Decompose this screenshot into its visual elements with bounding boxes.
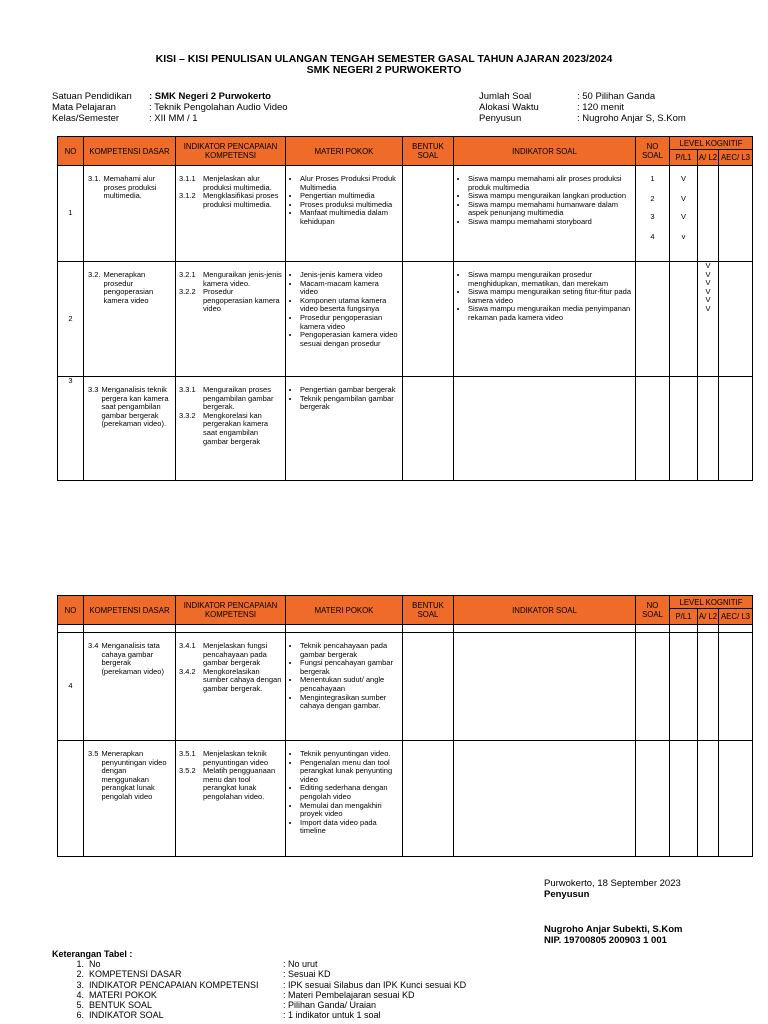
materi-item: • Menentukan sudut/ angle pencahayaan: [300, 676, 398, 693]
materi-item: • Fungsi pencahayan gambar bergerak: [300, 659, 398, 676]
materi-item: • Teknik pencahayaan pada gambar bergerak: [300, 642, 398, 659]
ipk-text: Mengkorelasikan sumber cahaya dengan gambar bergerak.: [203, 666, 282, 693]
materi-item: • Mengintegrasikan sumber cahaya dengan gambar.: [300, 694, 398, 711]
list-item: [52, 1010, 466, 1020]
empty-cell: [454, 625, 636, 633]
empty-cell: [286, 625, 403, 633]
info-left: [52, 91, 288, 124]
ipk-text: Menjelaskan alur produksi multimedia.: [203, 174, 272, 192]
level-check: V: [705, 303, 711, 313]
materi-item: • Komponen utama kamera video beserta fungsinya: [300, 297, 398, 314]
item-value: : IPK sesuai Silabus dan IPK Kunci sesuai KD: [283, 979, 467, 990]
materi-item: • Prosedur pengoperasian kamera video: [300, 314, 398, 331]
item-value: : 1 indikator untuk 1 soal: [283, 1010, 381, 1021]
kisi-table-1: [57, 136, 753, 481]
item-key: KOMPETENSI DASAR: [89, 969, 182, 980]
materi-item: • Macam-macam kamera video: [300, 280, 398, 297]
kd-text: Menganalisis tata cahaya gambar bergerak (perekaman video): [101, 641, 164, 676]
indikator-soal-cell: [454, 377, 636, 481]
keterangan-block: [52, 949, 466, 1020]
item-num: 4.: [76, 989, 84, 1000]
signature-nip: NIP. 19700805 200903 1 001: [544, 935, 667, 946]
item-key: No: [89, 959, 101, 970]
level-check: v: [681, 232, 686, 241]
indikator-soal-item: • Siswa mampu memahami storyboard: [468, 218, 631, 227]
list-item: [52, 969, 466, 979]
header-no-soal: NO SOAL: [636, 137, 670, 166]
ipk-text: Mengkorelasi kan pergerakan kamera saat engambilan gambar bergerak: [203, 410, 269, 446]
row-no: [58, 741, 84, 857]
l1-cell: [670, 633, 698, 741]
level-check: V: [705, 261, 711, 270]
table-row: [58, 262, 753, 377]
empty-cell: [403, 625, 454, 633]
signature-block: [544, 878, 682, 946]
header-bentuk: BENTUK SOAL: [403, 596, 454, 625]
materi-item: • Jenis-jenis kamera video: [300, 271, 398, 280]
ipk-cell: [176, 166, 286, 262]
level-check: V: [705, 278, 711, 287]
materi-item: • Import data video pada timeline: [300, 819, 398, 836]
l1-cell: [670, 377, 698, 481]
kd-num: 3.1.: [88, 174, 101, 183]
row-no: 3: [58, 377, 84, 481]
kd-cell: [84, 633, 176, 741]
materi-item: • Teknik penyuntingan video.: [300, 750, 398, 759]
ipk-num: 3.3.1: [179, 385, 196, 394]
l3-cell: [719, 633, 753, 741]
item-key: INDIKATOR PENCAPAIAN KOMPETENSI: [89, 979, 259, 990]
signature-name: Nugroho Anjar Subekti, S.Kom: [544, 924, 683, 935]
list-item: [52, 980, 466, 990]
l1-cell: [670, 262, 698, 377]
kd-cell: [84, 262, 176, 377]
header-indikator-soal: INDIKATOR SOAL: [454, 137, 636, 166]
header-no: NO: [58, 596, 84, 625]
no-soal-cell: [636, 166, 670, 262]
place-date: Purwokerto, 18 September 2023: [544, 878, 681, 889]
ipk-num: 3.4.1: [179, 641, 196, 650]
bentuk-cell: [403, 633, 454, 741]
header-indikator-soal: INDIKATOR SOAL: [454, 596, 636, 625]
item-num: 3.: [76, 979, 84, 990]
kelas-value: : XII MM / 1: [149, 113, 198, 124]
l2-cell: [698, 633, 719, 741]
l1-cell: [670, 741, 698, 857]
ipk-cell: [176, 741, 286, 857]
indikator-soal-item: • Siswa mampu menguraikan prosedur menghidupkan, mematikan, dan merekam: [468, 271, 631, 288]
materi-item: • Pengenalan menu dan tool perangkat lunak penyunting video: [300, 759, 398, 785]
row-no: 4: [58, 633, 84, 741]
level-check: V: [705, 295, 711, 304]
header-l3: AEC/ L3: [719, 609, 753, 625]
signature-role: Penyusun: [544, 889, 590, 900]
no-soal-value: 4: [650, 232, 655, 241]
materi-item: • Teknik pengambilan gambar bergerak: [300, 395, 398, 412]
header-l2: A/ L2: [698, 609, 719, 625]
no-soal-cell: [636, 741, 670, 857]
item-key: BENTUK SOAL: [89, 1000, 153, 1011]
no-soal-value: 3: [650, 212, 655, 221]
l3-cell: [719, 262, 753, 377]
materi-item: • Editing sederhana dengan pengolah video: [300, 784, 398, 801]
l2-cell: [698, 377, 719, 481]
materi-item: • Pengoperasian kamera video sesuai dengan prosedur: [300, 331, 398, 348]
empty-cell: [58, 625, 84, 633]
materi-cell: [286, 633, 403, 741]
indikator-soal-item: • Siswa mampu menguraikan seting fitur-fitur pada kamera video: [468, 288, 631, 305]
item-num: 6.: [76, 1010, 84, 1021]
l3-cell: [719, 377, 753, 481]
l1-cell: [670, 166, 698, 262]
kd-num: 3.2.: [88, 270, 101, 279]
jumlah-label: Jumlah Soal: [479, 91, 532, 102]
table-row: [58, 166, 753, 262]
item-value: : Pilihan Ganda/ Uraian: [283, 1000, 377, 1011]
materi-item: • Pengertian gambar bergerak: [300, 386, 398, 395]
no-soal-cell: [636, 633, 670, 741]
indikator-soal-cell: [454, 633, 636, 741]
bentuk-cell: [403, 166, 454, 262]
kd-num: 3.5: [88, 749, 99, 758]
item-key: MATERI POKOK: [89, 989, 157, 1000]
ipk-num: 3.5.1: [179, 749, 196, 758]
header-level: LEVEL KOGNITIF: [670, 596, 753, 609]
table-row: [58, 741, 753, 857]
level-check: V: [680, 194, 686, 203]
header-l2: A/ L2: [698, 150, 719, 166]
indikator-soal-cell: [454, 262, 636, 377]
materi-cell: [286, 262, 403, 377]
ipk-text: Melatih pengguanaan menu dan tool perangkat lunak pengolahan video.: [203, 766, 276, 801]
no-soal-value: 1: [650, 174, 655, 183]
info-right: [479, 91, 686, 124]
item-key: INDIKATOR SOAL: [89, 1010, 164, 1021]
materi-item: • Manfaat multimedia dalam kehidupan: [300, 209, 398, 226]
kd-cell: [84, 741, 176, 857]
kd-num: 3.3: [88, 385, 99, 394]
ipk-num: 3.3.2: [179, 410, 196, 420]
keterangan-title: Keterangan Tabel :: [52, 949, 133, 959]
bentuk-cell: [403, 741, 454, 857]
kd-text: Menganalisis teknik pergera kan kamera saat pengambilan gambar bergerak (perekaman video).: [101, 385, 169, 429]
kd-cell: [84, 166, 176, 262]
header-l3: AEC/ L3: [719, 150, 753, 166]
indikator-soal-item: • Siswa mampu menguraikan langkan production: [468, 192, 631, 201]
satuan-label: Satuan Pendidikan: [52, 91, 132, 102]
item-num: 5.: [76, 1000, 84, 1011]
ipk-cell: [176, 633, 286, 741]
empty-cell: [84, 625, 176, 633]
ipk-text: Prosedur pengoperasian kamera video: [203, 287, 280, 314]
ipk-text: Menguraikan jenis-jenis kamera video.: [203, 270, 282, 288]
kd-text: Menerapkan prosedur pengoperasian kamera video: [103, 270, 154, 305]
empty-cell: [698, 625, 719, 633]
no-soal-value: 2: [650, 194, 655, 203]
no-soal-cell: [636, 262, 670, 377]
empty-cell: [719, 625, 753, 633]
header-materi: MATERI POKOK: [286, 596, 403, 625]
level-check: V: [705, 269, 711, 279]
materi-item: • Proses produksi multimedia: [300, 201, 398, 210]
kd-text: Memahami alur proses produksi multimedia.: [103, 174, 157, 201]
ipk-num: 3.4.2: [179, 666, 196, 676]
level-check: V: [705, 286, 711, 296]
row-no: 1: [58, 166, 84, 262]
ipk-text: Mengklasifikasi proses produksi multimedia.: [203, 191, 279, 209]
list-item: [52, 959, 466, 969]
empty-cell: [636, 625, 670, 633]
list-item: [52, 990, 466, 1000]
materi-cell: [286, 166, 403, 262]
bentuk-cell: [403, 377, 454, 481]
school-title: SMK NEGERI 2 PURWOKERTO: [306, 64, 462, 76]
no-soal-cell: [636, 377, 670, 481]
ipk-num: 3.5.2: [179, 766, 196, 776]
item-num: 1.: [76, 959, 84, 970]
item-value: : Materi Pembelajaran sesuai KD: [283, 989, 415, 1000]
jumlah-value: : 50 Pilihan Ganda: [577, 91, 656, 102]
materi-cell: [286, 741, 403, 857]
row-no: 2: [58, 262, 84, 377]
item-value: : Sesuai KD: [283, 969, 331, 980]
header-kd: KOMPETENSI DASAR: [84, 596, 176, 625]
mapel-value: : Teknik Pengolahan Audio Video: [149, 102, 288, 113]
item-value: : No urut: [283, 959, 318, 970]
indikator-soal-item: • Siswa mampu memahami humanware dalam aspek penunjang multimedia: [468, 201, 631, 218]
ipk-cell: [176, 377, 286, 481]
table-row: [58, 625, 753, 633]
table-row: [58, 377, 753, 481]
indikator-soal-item: • Siswa mampu memahami alir proses produksi produk multimedia: [468, 175, 631, 192]
mapel-label: Mata Pelajaran: [52, 102, 116, 113]
level-check: V: [680, 174, 686, 183]
indikator-soal-item: • Siswa mampu menguraikan media penyimpanan rekaman pada kamera video: [468, 305, 631, 322]
item-num: 2.: [76, 969, 84, 980]
satuan-value: : SMK Negeri 2 Purwokerto: [149, 91, 271, 102]
header-kd: KOMPETENSI DASAR: [84, 137, 176, 166]
ipk-num: 3.1.2: [179, 191, 196, 201]
materi-item: • Alur Proses Produksi Produk Multimedia: [300, 175, 398, 192]
ipk-text: Menjelaskan teknik penyuntingan video: [203, 749, 269, 767]
table-row: [58, 633, 753, 741]
ipk-text: Menjelaskan fungsi pencahayaan pada gambar bergerak: [203, 641, 268, 668]
header-no: NO: [58, 137, 84, 166]
document-title: KISI – KISI PENULISAN ULANGAN TENGAH SEMESTER GASAL TAHUN AJARAN 2023/2024: [155, 53, 613, 65]
list-item: [52, 1000, 466, 1010]
materi-cell: [286, 377, 403, 481]
header-level: LEVEL KOGNITIF: [670, 137, 753, 150]
empty-cell: [176, 625, 286, 633]
kelas-label: Kelas/Semester: [52, 113, 120, 124]
kisi-table-2: [57, 595, 753, 857]
header-l1: P/L1: [670, 150, 698, 166]
indikator-soal-cell: [454, 741, 636, 857]
header-ipk: INDIKATOR PENCAPAIAN KOMPETENSI: [176, 596, 286, 625]
materi-item: • Memulai dan mengakhiri proyek video: [300, 802, 398, 819]
header-materi: MATERI POKOK: [286, 137, 403, 166]
alokasi-value: : 120 menit: [577, 102, 624, 113]
kd-text: Menerapkan penyuntingan video dengan menggunakan perangkat lunak pengolah video: [101, 749, 167, 801]
l3-cell: [719, 741, 753, 857]
bentuk-cell: [403, 262, 454, 377]
indikator-soal-cell: [454, 166, 636, 262]
l2-cell: [698, 741, 719, 857]
header-no-soal: NO SOAL: [636, 596, 670, 625]
ipk-num: 3.2.2: [179, 287, 196, 297]
kd-cell: [84, 377, 176, 481]
l2-cell: [698, 262, 719, 377]
l2-cell: [698, 166, 719, 262]
ipk-text: Menguraikan proses pengambilan gambar bergerak.: [203, 385, 274, 412]
materi-item: • Pengertian multimedia: [300, 192, 398, 201]
alokasi-label: Alokasi Waktu: [479, 102, 539, 113]
header-ipk: INDIKATOR PENCAPAIAN KOMPETENSI: [176, 137, 286, 166]
header-l1: P/L1: [670, 609, 698, 625]
header-bentuk: BENTUK SOAL: [403, 137, 454, 166]
ipk-num: 3.2.1: [179, 270, 196, 279]
penyusun-value: : Nugroho Anjar S, S.Kom: [577, 113, 686, 124]
penyusun-label: Penyusun: [479, 113, 522, 124]
ipk-cell: [176, 262, 286, 377]
l3-cell: [719, 166, 753, 262]
ipk-num: 3.1.1: [179, 174, 196, 183]
kd-num: 3.4: [88, 641, 99, 650]
empty-cell: [670, 625, 698, 633]
level-check: V: [680, 212, 686, 221]
